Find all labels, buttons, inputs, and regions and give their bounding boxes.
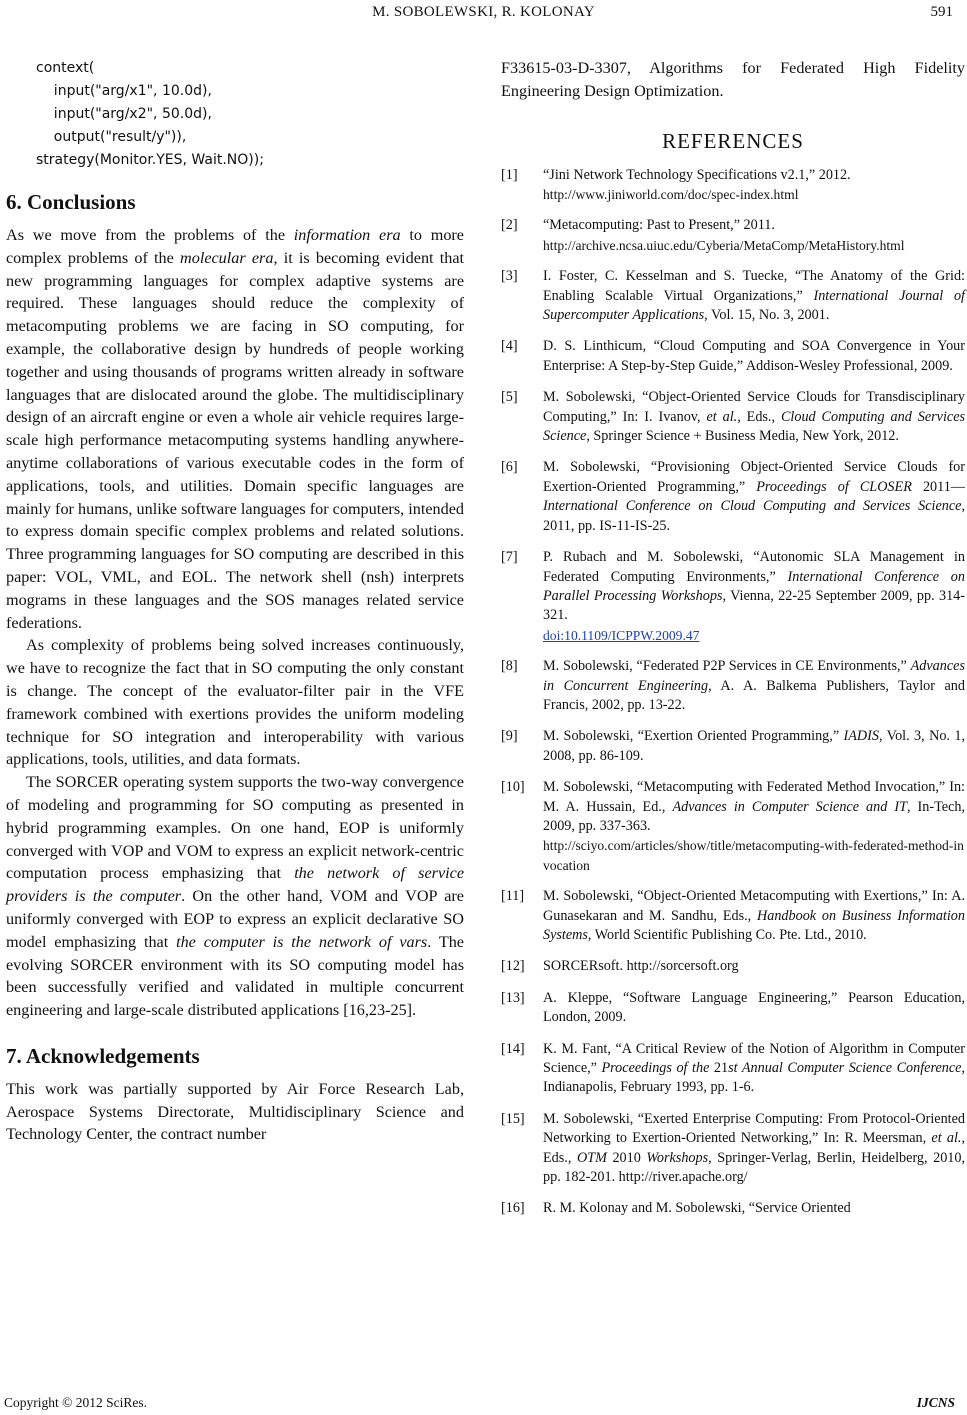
reference-number: [15]: [501, 1110, 525, 1127]
acknowledgements-continuation: F33615-03-D-3307, Algorithms for Federated High Fidelity Engineering Design Optimization.: [501, 59, 965, 100]
reference-item: [2] “Metacomputing: Past to Present,” 2011. http://archive.ncsa.uiuc.edu/Cyberia/MetaComp/MetaHistory.html: [501, 216, 965, 255]
reference-item: [9] M. Sobolewski, “Exertion Oriented Programming,” IADIS, Vol. 3, No. 1, 2008, pp. 86-109.: [501, 728, 965, 764]
reference-item: [5] M. Sobolewski, “Object-Oriented Service Clouds for Transdisciplinary Computing,” In: I. Ivanov, et al., Eds., Cloud Computing and Services Science, Springer Science + Business Media, New York, 2012.: [501, 389, 966, 445]
code-line: strategy(Monitor.YES, Wait.NO));: [36, 152, 264, 168]
reference-number: [9]: [501, 728, 518, 745]
code-line: input("arg/x1", 10.0d),: [36, 83, 212, 99]
reference-item: [7] P. Rubach and M. Sobolewski, “Autonomic SLA Management in Federated Computing Environments,” International Conference on Parallel Processing Workshops, Vienna, 22-25 September 2009, pp. 314-321. doi:10.1109/ICPPW.2009.47: [501, 548, 965, 645]
code-line: input("arg/x2", 50.0d),: [36, 106, 212, 122]
acknowledgements-paragraph: This work was partially supported by Air Force Research Lab, Aerospace Systems Directorate, Multidisciplinary Science and Technology Center, the contract number: [6, 1079, 464, 1144]
conclusions-paragraph-2: As complexity of problems being solved increases continuously, we have to recognize the fact that in SO computing the only constant is change. The concept of the evaluator-filter pair in the VFE framework combined with exertions provides the uniform modeling technique for SO integration and interoperability with various applications, tools, utilities, and data formats.: [6, 636, 464, 769]
reference-item: [15] M. Sobolewski, “Exerted Enterprise Computing: From Protocol-Oriented Networking to Exertion-Oriented Networking,” In: R. Meersman, et al., Eds., OTM 2010 Workshops, Springer-Verlag, Berlin, Heidelberg, 2010, pp. 182-201. http://river.apache.org/: [501, 1110, 966, 1186]
reference-number: [11]: [501, 888, 525, 905]
conclusions-heading: 6. Conclusions: [6, 190, 136, 214]
reference-number: [3]: [501, 268, 518, 285]
page-footer: [0, 1393, 967, 1415]
page-header: [0, 0, 967, 30]
reference-number: [5]: [501, 389, 518, 406]
right-column: [501, 57, 965, 1231]
reference-item: [3] I. Foster, C. Kesselman and S. Tuecke, “The Anatomy of the Grid: Enabling Scalable Virtual Organizations,” International Journal of Supercomputer Applications, Vol. 15, No. 3, 2001.: [501, 268, 966, 324]
reference-item: [6] M. Sobolewski, “Provisioning Object-Oriented Service Clouds for Exertion-Oriented Programming,” Proceedings of CLOSER 2011—International Conference on Cloud Computing and Services Science, 2011, pp. IS-11-IS-25.: [501, 459, 965, 534]
reference-item: [13] A. Kleppe, “Software Language Engineering,” Pearson Education, London, 2009.: [501, 989, 965, 1026]
reference-number: [14]: [501, 1040, 525, 1057]
code-line: context(: [36, 60, 95, 76]
reference-item: [16] R. M. Kolonay and M. Sobolewski, “Service Oriented: [501, 1199, 965, 1218]
reference-item: [8] M. Sobolewski, “Federated P2P Services in CE Environments,” Advances in Concurrent Engineering, A. A. Balkema Publishers, Taylor and Francis, 2002, pp. 13-22.: [501, 658, 965, 713]
reference-number: [8]: [501, 658, 518, 675]
reference-url: http://www.jiniworld.com/doc/spec-index.html: [543, 187, 799, 202]
journal-name: IJCNS: [916, 1395, 955, 1410]
code-line: output("result/y")),: [36, 129, 187, 145]
reference-item: [4] D. S. Linthicum, “Cloud Computing and SOA Convergence in Your Enterprise: A Step-by-Step Guide,” Addison-Wesley Professional, 2009.: [501, 338, 965, 374]
reference-item: [12] SORCERsoft. http://sorcersoft.org: [501, 957, 965, 976]
reference-number: [7]: [501, 549, 518, 566]
conclusions-paragraph-1: As we move from the problems of the information era to more complex problems of the molecular era, it is becoming evident that new programming languages for complex adaptive systems are required. These languages should reduce the complexity of metacomputing problems we are facing in SO computing, for example, the collaborative design by hundreds of people working together and using thousands of programs written already in software languages that are dislocated around the globe. The multidisciplinary design of an aircraft engine or even a whole air vehicle requires large-scale high performance metacomputing systems handling anywhere-anytime collaborations of various executable codes in the form of applications, tools, and utilities. Domain specific languages are mainly for humans, unlike software languages for computers, intended to express domain specific complex problems and related solutions. Three programming languages for SO computing are described in this paper: VOL, VML, and EOL. The network shell (nsh) interprets mograms in these languages and the SOS manages related service federations.: [6, 226, 465, 632]
reference-number: [10]: [501, 779, 525, 796]
conclusions-paragraph-3: The SORCER operating system supports the two-way convergence of modeling and programming for SO computing as presented in hybrid programming examples. On one hand, EOP is uniformly converged with VOP and VOM to express an explicit network-centric computation process emphasizing that the network of service providers is the computer. On the other hand, VOM and VOP are uniformly converged with EOP to express an explicit declarative SO model emphasizing that the computer is the network of vars. The evolving SORCER environment with its SO computing model has been successfully verified and validated in multiple concurrent engineering and large-scale distributed applications [16,23-25].: [6, 773, 465, 1020]
reference-item: [1] “Jini Network Technology Specifications v2.1,” 2012. http://www.jiniworld.com/doc/spec-index.html: [501, 166, 965, 205]
reference-item: [10] M. Sobolewski, “Metacomputing with Federated Method Invocation,” In: M. A. Hussain, Ed., Advances in Computer Science and IT, In-Tech, 2009, pp. 337-363. http://sciyo.com/articles/show/title/metacomputing-with-federated-method-invocation: [501, 778, 965, 875]
reference-number: [2]: [501, 217, 518, 234]
reference-number: [6]: [501, 459, 518, 476]
code-listing: [36, 57, 464, 172]
reference-url: http://sciyo.com/articles/show/title/metacomputing-with-federated-method-invocation: [543, 838, 964, 873]
reference-number: [16]: [501, 1200, 525, 1217]
reference-number: [1]: [501, 166, 518, 183]
reference-item: [14] K. M. Fant, “A Critical Review of the Notion of Algorithm in Computer Science,” Proceedings of the 21st Annual Computer Science Conference, Indianapolis, February 1993, pp. 1-6.: [501, 1040, 965, 1096]
reference-number: [12]: [501, 958, 525, 975]
running-head: M. SOBOLEWSKI, R. KOLONAY: [372, 4, 595, 20]
reference-item: [11] M. Sobolewski, “Object-Oriented Metacomputing with Exertions,” In: A. Gunasekaran and M. Sandhu, Eds., Handbook on Business Information Systems, World Scientific Publishing Co. Pte. Ltd., 2010.: [501, 888, 965, 943]
page-number: 591: [930, 4, 953, 20]
acknowledgements-heading: 7. Acknowledgements: [6, 1043, 200, 1068]
copyright-notice: Copyright © 2012 SciRes.: [4, 1395, 148, 1410]
doi-link[interactable]: doi:10.1109/ICPPW.2009.47: [543, 627, 700, 643]
reference-number: [13]: [501, 989, 525, 1006]
reference-url: http://archive.ncsa.uiuc.edu/Cyberia/MetaComp/MetaHistory.html: [543, 237, 905, 253]
reference-number: [4]: [501, 338, 518, 355]
references-heading: REFERENCES: [662, 128, 804, 153]
left-column: [6, 57, 464, 1146]
